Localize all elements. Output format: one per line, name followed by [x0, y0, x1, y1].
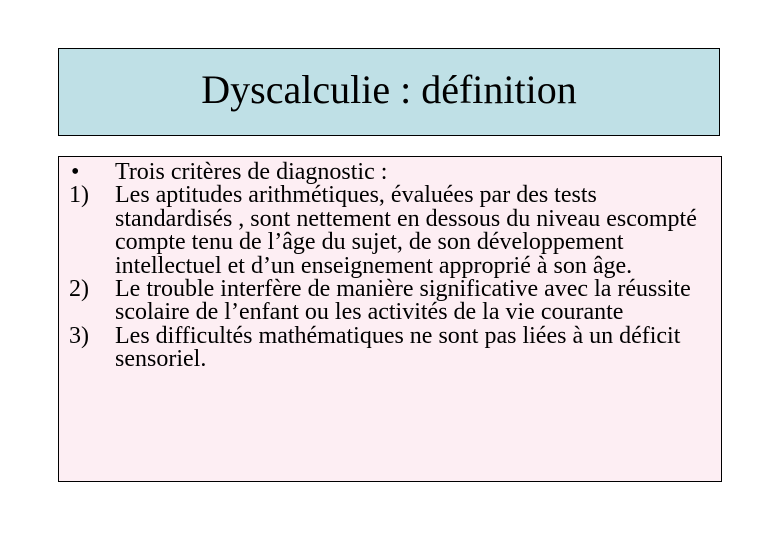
slide-title-box [58, 48, 720, 136]
slide-content-box [58, 156, 722, 482]
criterion-text-3: Les difficultés mathématiques ne sont pas liées à un déficit sensoriel. [115, 322, 681, 373]
criterion-item-3 [59, 322, 721, 373]
criterion-text-2: Le trouble interfère de manière significative avec la réussite scolaire de l’enfant ou les activités de la vie courante [115, 276, 691, 326]
criterion-number-3: 3) [69, 322, 89, 349]
bullet-marker: • [71, 159, 80, 185]
slide-title: Dyscalculie : définition [201, 67, 577, 112]
criterion-item-1 [59, 184, 721, 278]
intro-item [59, 161, 721, 184]
criterion-text-1: Les aptitudes arithmétiques, évaluées par des tests standardisés , sont nettement en dessous du niveau escompté compte tenu de l’âge du sujet, de son développement intellectuel et d’un enseignement approprié à son âge. [115, 182, 697, 279]
criterion-number-2: 2) [69, 276, 89, 303]
criterion-item-2 [59, 278, 721, 325]
intro-text: Trois critères de diagnostic : [115, 159, 388, 185]
criterion-number-1: 1) [69, 182, 89, 209]
